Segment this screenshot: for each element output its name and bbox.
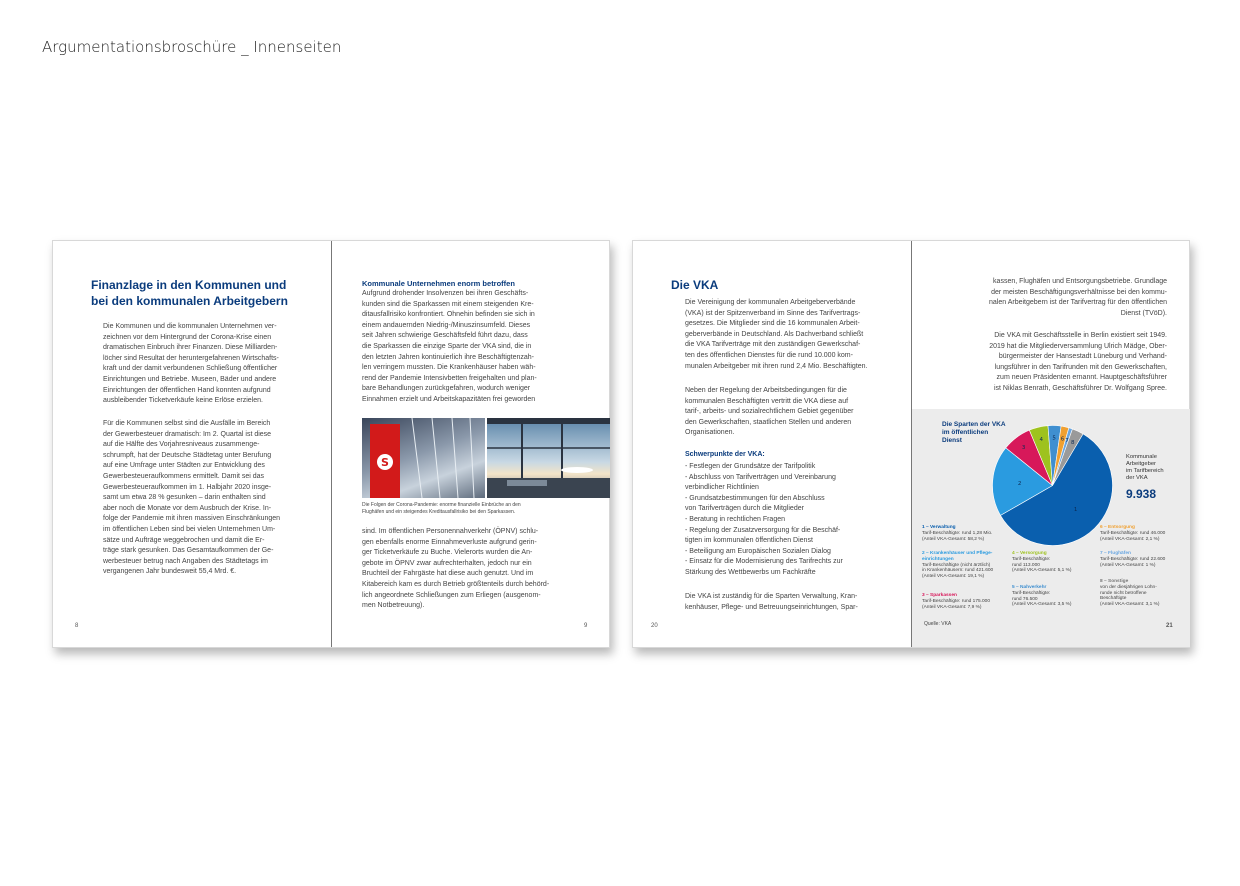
pie-label-6: 6 [1060, 436, 1065, 443]
page-title: Argumentationsbroschüre _ Innenseiten [42, 38, 342, 56]
legend-text: Tarif-Beschäftigte: rund 1,28 Mio. (Anteil VKA-Gesamt: 58,2 %) [922, 530, 993, 542]
paragraph: Die Kommunen und die kommunalen Unternehmen ver- zeichnen vor dem Hintergrund der Corona-Krise einen dramatischen Einbruch ihrer Finanzen. Diese Milliarden- löcher sind Resultat der heruntergefahrenen Wirtschafts- kraft und der damit verbundenen Schließung öffentlicher Einrichtungen und Betriebe. Museen, Bäder und andere Einrichtungen der öffentlichen Hand konnten aufgrund ausbleibender Ticketverkäufe keine Erlöse erzielen. [103, 323, 279, 405]
section-heading: Die VKA [671, 278, 719, 292]
spread-pages-20-21 [632, 240, 1190, 648]
paragraph: Die Vereinigung der kommunalen Arbeitgeberverbände (VKA) ist der Spitzenverband im Sinne des Tarifvertrags- gesetzes. Die Mitglieder sind die 16 kommunalen Arbeit- geberverbände in Deutschland. Als Dachverband schließt die VKA Tarifverträge mit den zuständigen Gewerkschaf- ten des öffentlichen Dienstes für die rund 10.000 kom- munalen Arbeitgeber mit ihren rund 2,4 Mio. Beschäftigten. [685, 299, 868, 370]
legend-item [1100, 579, 1186, 608]
pie-label-7: 7 [1065, 437, 1069, 444]
bullet-list: - Festlegen der Grundsätze der Tarifpolitik - Abschluss von Tarifverträgen und Vereinbarung verbindlicher Richtlinien - Grundsatzbestimmungen für den Abschluss von Tarifverträgen durch die Mitglieder - Beratung in rechtlichen Fragen - Regelung der Zusatzversorgung für die Beschäf- tigten im kommunalen öffentlichen Dienst - Beteiligung am Europäischen Sozialen Dialog - Einsatz für die Modernisierung des Tarifrechts zur Stärkung des Wettbewerbs um Fachkräfte [685, 463, 843, 576]
legend-title: 6 – Entsorgung [1100, 525, 1135, 530]
legend-text: Tarif-Beschäftigte: rund 76.500 (Anteil VKA-Gesamt: 3,5 %) [1012, 590, 1072, 608]
pie-label-1: 1 [1073, 506, 1078, 513]
subheading: Schwerpunkte der VKA: [685, 451, 765, 458]
legend-title: 2 – Krankenhäuser und Pflege- einrichtungen [922, 551, 993, 562]
page-21 [911, 241, 1190, 647]
page-20 [633, 241, 910, 647]
legend-text: von der diesjährigen Lohn- runde nicht betroffene Beschäftigte (Anteil VKA-Gesamt: 3,1 %) [1100, 584, 1160, 608]
svg-text:S: S [381, 456, 389, 469]
page-9 [331, 241, 610, 647]
pie-label-4: 4 [1039, 436, 1044, 443]
pie-label-8: 8 [1071, 440, 1075, 447]
sparkasse-photo [362, 418, 485, 498]
paragraph: Aufgrund drohender Insolvenzen bei ihren Geschäfts- kunden sind die Sparkassen mit einem steigenden Kre- ditausfallrisiko konfrontiert. Ohnehin befinden sie sich in einem andauernden Niedrig-/Minuszinsumfeld. Dieses seit Jahren schwierige Geschäftsfeld führt dazu, dass die Sparkassen die einzige Sparte der VKA sind, die in den letzten Jahren kontinuierlich ihre Beschäftigtenzah- len verringern mussten. Die Krankenhäuser haben wäh- rend der Pandemie Intensivbetten freigehalten und plan- bare Behandlungen zurückgefahren, wodurch weniger Einnahmen erzielt und Arbeitskapazitäten frei geworden [362, 290, 537, 403]
page-number: 8 [75, 623, 79, 629]
airport-photo [487, 418, 610, 498]
chart-title: Die Sparten der VKA im öffentlichen Dienst [942, 421, 1006, 444]
legend-text: Tarif-Beschäftigte: rund 175.000 (Anteil VKA-Gesamt: 7,9 %) [922, 598, 990, 610]
paragraph: Neben der Regelung der Arbeitsbedingungen für die kommunalen Beschäftigten vertritt die VKA diese auf tarif-, arbeits- und sozialrechtlichem Gebiet gegenüber den Gewerkschaften, staatlichen Stellen und anderen Organisationen. [685, 387, 854, 437]
spread-pages-8-9 [52, 240, 610, 648]
section-heading: Finanzlage in den Kommunen und bei den kommunalen Arbeitgebern [91, 278, 288, 308]
page-number: 20 [651, 623, 658, 629]
legend-title: 1 – Verwaltung [922, 525, 956, 530]
paragraph: Die VKA mit Geschäftsstelle in Berlin existiert seit 1949. 2019 hat die Mitgliederversammlung Ulrich Mädge, Ober- bürgermeister der Hansestadt Lüneburg und Verhand- lungsführer in den Tarifrunden mit den Gewerkschaften, zum neuen Präsidenten ernannt. Hauptgeschäftsführer ist Niklas Benrath, Geschäftsführer Dr. Wolfgang Spree. [989, 332, 1167, 392]
total-label: Kommunale Arbeitgeber im Tarifbereich der VKA [1126, 454, 1164, 481]
legend-title: 4 – Versorgung [1012, 551, 1047, 556]
pie-label-3: 3 [1021, 445, 1026, 452]
legend-item [1012, 551, 1098, 574]
page-number: 21 [1166, 623, 1173, 629]
legend-item [1100, 525, 1186, 542]
legend-text: Tarif-Beschäftigte (nicht ärztlich) in Krankenhäusern: rund 421.600 (Anteil VKA-Gesamt: 19,1 %) [922, 562, 994, 580]
legend-item [1012, 585, 1098, 608]
paragraph: kassen, Flughäfen und Entsorgungsbetriebe. Grundlage der meisten Beschäftigungsverhältnisse bei den kommu- nalen Arbeitgebern ist der Tarifvertrag für den öffentlichen Dienst (TVöD). [989, 278, 1167, 317]
legend-item [922, 593, 1008, 610]
legend-title: 8 – Sonstige [1100, 579, 1129, 584]
pie-label-5: 5 [1052, 435, 1056, 442]
paragraph: sind. Im öffentlichen Personennahverkehr (ÖPNV) schlu- gen ebenfalls enorme Einnahmeverluste aufgrund gerin- ger Ticketverkäufe zu Buche. Vielerorts wurden die An- gebote im ÖPNV zwar aufrechterhalten, jedoch nur ein Bruchteil der Fahrgäste hat diese auch genutzt. Und im Kitabereich kam es durch Betrieb größtenteils durch behörd- lich angeordnete Schließungen zum Erliegen (ausgenom- men Notbetreuung). [362, 528, 550, 610]
chart-source: Quelle: VKA [924, 621, 952, 627]
legend-text: Tarif-Beschäftigte: rund 22.600 (Anteil VKA-Gesamt: 1 %) [1100, 556, 1166, 568]
page-number: 9 [584, 623, 588, 629]
total-value: 9.938 [1126, 487, 1157, 501]
photo-caption: Die Folgen der Corona-Pandemie: enorme finanzielle Einbrüche an den Flughäfen und ein steigendes Kreditausfallrisiko bei den Sparkassen. [362, 502, 521, 515]
legend-title: 3 – Sparkassen [922, 593, 957, 598]
legend-item [1100, 551, 1186, 568]
legend-text: Tarif-Beschäftigte: rund 113.000 (Anteil VKA-Gesamt: 5,1 %) [1012, 556, 1072, 574]
paragraph: Die VKA ist zuständig für die Sparten Verwaltung, Kran- kenhäuser, Pflege- und Betreuungseinrichtungen, Spar- [685, 593, 858, 611]
subheading: Kommunale Unternehmen enorm betroffen [362, 279, 515, 288]
page-8 [53, 241, 330, 647]
legend-item [922, 551, 1008, 580]
legend-title: 7 – Flughäfen [1100, 551, 1131, 556]
pie-chart [990, 423, 1115, 548]
legend-item [922, 525, 1008, 542]
legend-title: 5 – Nahverkehr [1012, 585, 1047, 590]
paragraph: Für die Kommunen selbst sind die Ausfälle im Bereich der Gewerbesteuer dramatisch: Im 2. Quartal ist diese auf die Hälfte des Vorjahresniveaus zusammenge- schrumpft, hat der Deutsche Städtetag unter Berufung auf eine Umfrage unter Städten zur Entwicklung des Gewerbesteueraufkommens ermittelt. Damit sei das Gewerbesteueraufkommen im 1. Halbjahr 2020 insge- samt um etwa 28 % gesunken – darin enthalten sind aber noch die Monate vor dem Ausbruch der Krise. In- folge der Pandemie mit ihren massiven Einschränkungen im öffentlichen Leben sind bei vielen Unternehmen Um- sätze und Aufträge weggebrochen und damit die Er- träge stark gesunken. Das Gesamtaufkommen der Ge- werbesteuer betrug nach Angaben des Städtetags im vergangenen Jahr bundesweit 55,4 Mrd. €. [103, 420, 281, 576]
legend-text: Tarif-Beschäftigte: rund 46.000 (Anteil VKA-Gesamt: 2,1 %) [1100, 530, 1166, 542]
pie-label-2: 2 [1017, 480, 1022, 487]
